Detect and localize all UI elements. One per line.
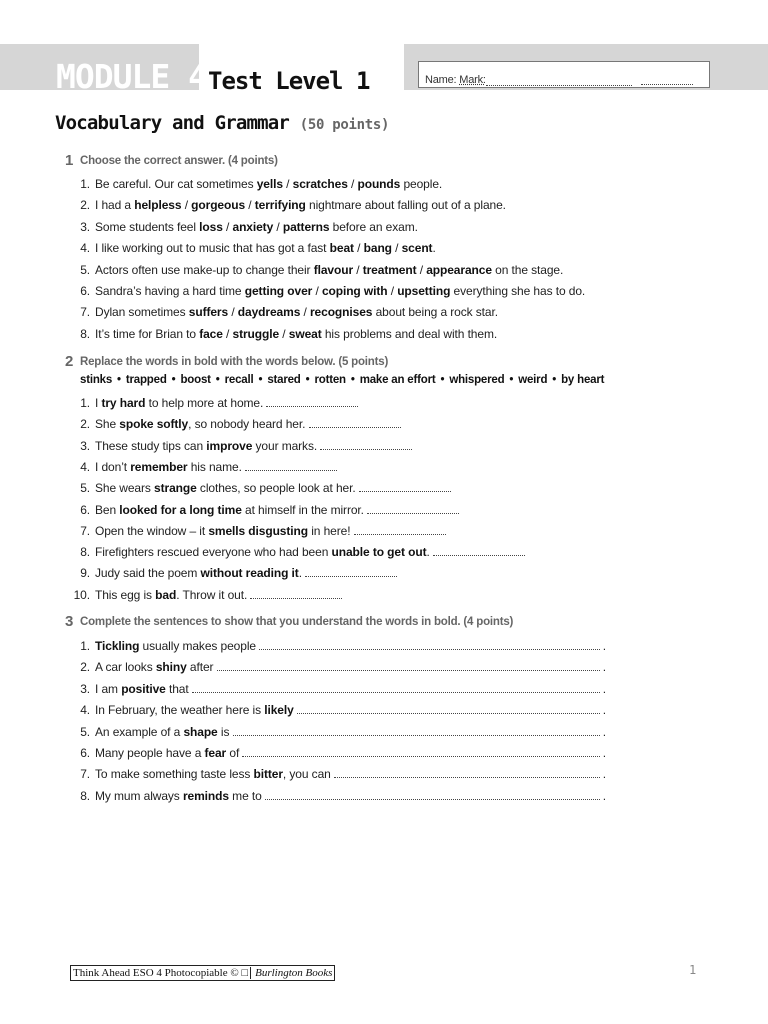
item-text: to help more at home. xyxy=(145,396,267,410)
item-text: of xyxy=(226,746,243,760)
answer-blank[interactable] xyxy=(359,481,451,492)
list-item xyxy=(66,220,418,234)
item-text: in here! xyxy=(307,523,354,538)
name-label: Name: xyxy=(425,74,457,86)
name-blank[interactable] xyxy=(486,75,632,86)
item-text: nightmare about falling out of a plane. xyxy=(305,198,506,213)
word-separator: • xyxy=(440,374,445,386)
word-separator: • xyxy=(350,374,355,386)
item-number: 3. xyxy=(80,438,90,453)
item-text: A car looks xyxy=(95,660,156,675)
list-item xyxy=(66,588,342,602)
end-mark: . xyxy=(599,703,606,718)
word-bank xyxy=(80,374,604,386)
word-bank-item: stared xyxy=(267,374,301,386)
item-text: / xyxy=(353,262,363,277)
bold-word: shiny xyxy=(155,660,187,675)
answer-blank[interactable] xyxy=(192,682,600,693)
bold-word: reminds xyxy=(182,788,229,803)
item-number: 4. xyxy=(80,241,90,256)
bold-word: loss xyxy=(199,219,223,234)
question-number: 2 xyxy=(65,353,74,370)
answer-blank[interactable] xyxy=(265,789,600,800)
bold-word: upsetting xyxy=(397,284,451,298)
word-separator: • xyxy=(258,374,263,386)
item-text: after xyxy=(186,660,217,675)
item-text: / xyxy=(228,305,238,320)
answer-blank[interactable] xyxy=(433,545,525,556)
module-title: MODULE 4 xyxy=(56,57,207,96)
item-number: 5. xyxy=(80,724,90,739)
item-text: / xyxy=(273,219,283,234)
bold-word: bang xyxy=(363,241,392,256)
item-number: 1. xyxy=(80,177,90,191)
bold-word: coping with xyxy=(321,284,388,298)
bold-word: strange xyxy=(154,481,197,496)
list-item xyxy=(66,396,358,410)
bold-word: gorgeous xyxy=(191,198,246,213)
item-text: . xyxy=(432,241,436,256)
item-text: My mum always xyxy=(95,788,183,803)
item-text: , so nobody heard her. xyxy=(188,417,309,432)
bold-word: likely xyxy=(264,703,294,718)
item-text: An example of a xyxy=(95,724,184,739)
bold-word: Tickling xyxy=(95,639,140,653)
list-item xyxy=(66,566,397,580)
answer-blank[interactable] xyxy=(334,767,600,778)
question-number: 3 xyxy=(65,613,74,630)
bold-word: patterns xyxy=(282,219,330,234)
item-number: 3. xyxy=(80,219,90,234)
mark-blank[interactable] xyxy=(641,74,693,85)
bold-word: smells disgusting xyxy=(208,523,308,538)
list-item xyxy=(66,660,606,674)
item-text: This egg is xyxy=(95,587,156,602)
item-number: 7. xyxy=(80,523,90,538)
list-item xyxy=(66,439,412,453)
bold-word: yells xyxy=(256,177,283,191)
word-separator: • xyxy=(117,374,121,386)
answer-blank[interactable] xyxy=(297,703,600,714)
item-text: is xyxy=(217,724,233,739)
item-text: , you can xyxy=(282,767,334,782)
bold-word: face xyxy=(199,326,223,341)
item-text: Be careful. Our cat sometimes xyxy=(95,177,257,191)
item-number: 7. xyxy=(80,305,90,320)
item-text: . xyxy=(298,566,306,581)
item-text: She wears xyxy=(95,481,155,496)
list-item xyxy=(66,241,436,255)
answer-blank[interactable] xyxy=(233,725,600,736)
list-item xyxy=(66,703,606,717)
word-separator: • xyxy=(509,374,514,386)
word-bank-item: recall xyxy=(224,374,254,386)
item-number: 5. xyxy=(80,262,90,277)
item-text: I xyxy=(95,396,102,410)
bold-word: bitter xyxy=(253,767,283,782)
list-item xyxy=(66,417,401,431)
item-text: To make something taste less xyxy=(95,767,254,782)
answer-blank[interactable] xyxy=(309,417,401,428)
bold-word: improve xyxy=(206,438,253,453)
word-bank-item: trapped xyxy=(125,374,167,386)
list-item xyxy=(66,284,585,298)
bold-word: recognises xyxy=(309,305,373,320)
item-number: 5. xyxy=(80,481,90,496)
bold-word: struggle xyxy=(232,326,280,341)
question-instruction: Choose the correct answer. (4 points) xyxy=(80,155,278,167)
bold-word: fear xyxy=(204,746,227,760)
item-text: / xyxy=(222,219,233,234)
list-item xyxy=(66,682,606,696)
item-text: people. xyxy=(400,177,443,191)
bold-word: anxiety xyxy=(232,219,274,234)
item-text: I like working out to music that has got a fast xyxy=(95,241,330,256)
list-item xyxy=(66,177,442,191)
item-number: 2. xyxy=(80,198,90,213)
end-mark: . xyxy=(599,746,606,760)
item-text: Many people have a xyxy=(95,746,205,760)
mark-label: Mark: xyxy=(459,74,486,86)
answer-blank[interactable] xyxy=(242,746,599,757)
end-mark: . xyxy=(599,681,606,696)
item-number: 10. xyxy=(73,587,90,602)
question-number: 1 xyxy=(65,152,74,169)
item-text: In February, the weather here is xyxy=(95,703,265,718)
item-text: clothes, so people look at her. xyxy=(196,481,359,496)
item-number: 2. xyxy=(80,660,90,675)
bold-word: terrifying xyxy=(254,198,306,213)
item-number: 4. xyxy=(80,459,90,474)
item-text: / xyxy=(312,284,322,298)
name-mark-box xyxy=(418,61,710,88)
item-text: me to xyxy=(228,788,265,803)
footer-copyright xyxy=(70,965,335,981)
bold-word: pounds xyxy=(357,177,401,191)
answer-blank[interactable] xyxy=(367,503,459,514)
item-number: 3. xyxy=(80,681,90,696)
bold-word: shape xyxy=(183,724,218,739)
item-number: 6. xyxy=(80,746,90,760)
end-mark: . xyxy=(599,788,606,803)
item-text: at himself in the mirror. xyxy=(241,502,368,517)
end-mark: . xyxy=(599,660,606,675)
list-item xyxy=(66,789,606,803)
answer-blank[interactable] xyxy=(305,566,397,577)
list-item xyxy=(66,746,606,760)
item-text: / xyxy=(181,198,192,213)
bold-word: remember xyxy=(130,459,188,474)
list-item xyxy=(66,460,337,474)
bold-word: bad xyxy=(155,587,177,602)
item-text: / xyxy=(353,241,364,256)
list-item xyxy=(66,305,498,319)
item-text: his problems and deal with them. xyxy=(321,326,498,341)
item-text: Firefighters rescued everyone who had been xyxy=(95,545,332,560)
section-points: (50 points) xyxy=(299,117,390,133)
item-text: Sandra’s having a hard time xyxy=(95,284,245,298)
word-bank-item: rotten xyxy=(314,374,346,386)
word-separator: • xyxy=(215,374,220,386)
list-item xyxy=(66,503,459,517)
bold-word: spoke softly xyxy=(119,417,189,432)
item-text: before an exam. xyxy=(329,219,418,234)
item-text: I don’t xyxy=(95,459,131,474)
item-text: your marks. xyxy=(252,438,321,453)
item-text: Actors often use make-up to change their xyxy=(95,262,314,277)
item-text: I am xyxy=(95,681,122,696)
bold-word: suffers xyxy=(188,305,229,320)
word-bank-item: boost xyxy=(180,374,211,386)
word-bank-item: stinks xyxy=(80,374,113,386)
item-text: / xyxy=(282,177,293,191)
list-item xyxy=(66,639,606,653)
item-text: / xyxy=(387,284,398,298)
item-number: 8. xyxy=(80,788,90,803)
list-item xyxy=(66,725,606,739)
word-bank-item: by heart xyxy=(561,374,605,386)
answer-blank[interactable] xyxy=(354,524,446,535)
name-field[interactable] xyxy=(425,74,632,86)
item-number: 9. xyxy=(80,566,90,581)
bold-word: unable to get out xyxy=(331,545,427,560)
bold-word: positive xyxy=(121,681,166,696)
end-mark: . xyxy=(599,724,606,739)
answer-blank[interactable] xyxy=(320,439,412,450)
item-text: his name. xyxy=(187,459,246,474)
item-text: about being a rock star. xyxy=(372,305,498,320)
word-bank-item: whispered xyxy=(449,374,505,386)
bold-word: sweat xyxy=(288,326,322,341)
list-item xyxy=(66,327,497,341)
item-text: / xyxy=(300,305,310,320)
item-text: / xyxy=(391,241,402,256)
item-text: Open the window – it xyxy=(95,523,209,538)
footer-text: Think Ahead ESO 4 Photocopiable © □ xyxy=(73,967,249,979)
list-item xyxy=(66,263,563,277)
item-number: 4. xyxy=(80,703,90,718)
item-text: . Throw it out. xyxy=(176,587,251,602)
list-item xyxy=(66,481,451,495)
item-number: 6. xyxy=(80,284,90,298)
list-item xyxy=(66,767,606,781)
answer-blank[interactable] xyxy=(250,588,342,599)
item-text: Ben xyxy=(95,502,120,517)
end-mark: . xyxy=(599,639,606,653)
item-text: . xyxy=(426,545,433,560)
word-bank-item: make an effort xyxy=(359,374,436,386)
section-title-text: Vocabulary and Grammar xyxy=(55,112,290,134)
item-text: everything she has to do. xyxy=(450,284,586,298)
item-text: Some students feel xyxy=(95,219,200,234)
bold-word: try hard xyxy=(101,396,146,410)
item-text: / xyxy=(279,326,289,341)
item-number: 8. xyxy=(80,545,90,560)
section-title xyxy=(55,112,389,134)
item-text: It’s time for Brian to xyxy=(95,326,200,341)
word-bank-item: weird xyxy=(518,374,548,386)
item-text: / xyxy=(245,198,255,213)
item-text: Dylan sometimes xyxy=(95,305,189,320)
list-item xyxy=(66,198,506,212)
bold-word: helpless xyxy=(134,198,182,213)
list-item xyxy=(66,545,525,559)
question-instruction: Complete the sentences to show that you understand the words in bold. (4 points) xyxy=(80,616,514,628)
item-number: 8. xyxy=(80,326,90,341)
word-separator: • xyxy=(171,374,176,386)
bold-word: beat xyxy=(329,241,354,256)
item-text: usually makes people xyxy=(139,639,260,653)
bold-word: without reading it xyxy=(200,566,299,581)
item-number: 2. xyxy=(80,417,90,432)
word-separator: • xyxy=(552,374,557,386)
item-number: 7. xyxy=(80,767,90,782)
item-text: / xyxy=(416,262,427,277)
item-text: I had a xyxy=(95,198,135,213)
bold-word: daydreams xyxy=(237,305,301,320)
list-item xyxy=(66,524,446,538)
bold-word: treatment xyxy=(362,262,417,277)
bold-word: flavour xyxy=(313,262,354,277)
bold-word: getting over xyxy=(244,284,313,298)
answer-blank[interactable] xyxy=(259,639,599,650)
page-number: 1 xyxy=(689,963,697,977)
item-number: 1. xyxy=(80,639,90,653)
bold-word: appearance xyxy=(426,262,492,277)
item-text: / xyxy=(222,326,233,341)
test-level-title: Test Level 1 xyxy=(208,67,370,95)
item-number: 6. xyxy=(80,502,90,517)
item-text: that xyxy=(165,681,192,696)
word-separator: • xyxy=(305,374,310,386)
bold-word: scent xyxy=(401,241,433,256)
bold-word: scratches xyxy=(292,177,348,191)
item-text: / xyxy=(347,177,358,191)
item-text: She xyxy=(95,417,120,432)
answer-blank[interactable] xyxy=(266,396,358,407)
answer-blank[interactable] xyxy=(217,660,600,671)
question-instruction: Replace the words in bold with the words below. (5 points) xyxy=(80,356,389,368)
item-text: These study tips can xyxy=(95,438,207,453)
item-number: 1. xyxy=(80,396,90,410)
item-text: on the stage. xyxy=(491,262,564,277)
bold-word: looked for a long time xyxy=(119,502,242,517)
end-mark: . xyxy=(599,767,606,782)
answer-blank[interactable] xyxy=(245,460,337,471)
item-text: Judy said the poem xyxy=(95,566,201,581)
publisher-name: Burlington Books xyxy=(250,967,332,979)
